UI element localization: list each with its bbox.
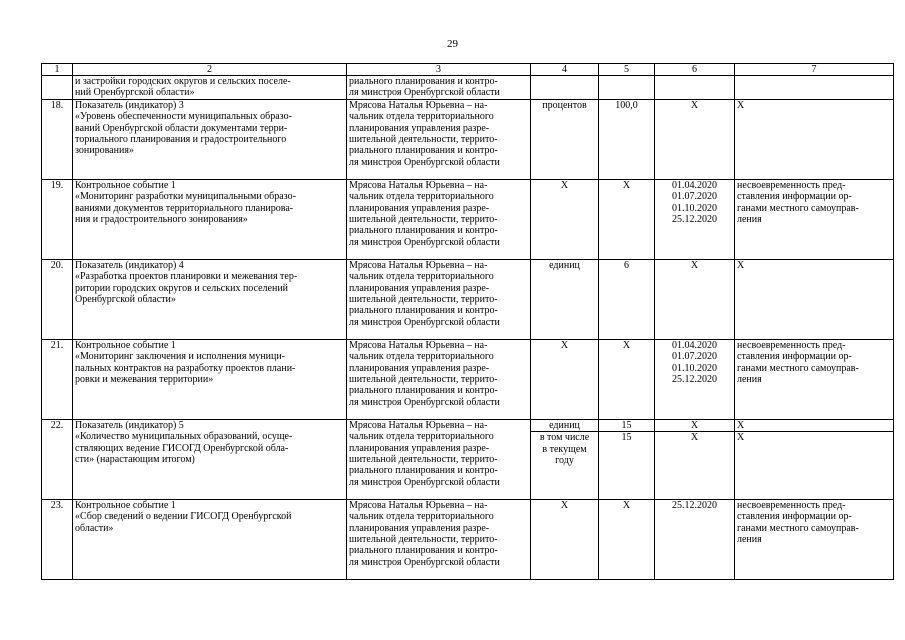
- text-line: несвоевременность пред-: [737, 499, 846, 511]
- text-line: Х: [737, 259, 745, 271]
- value-sub: 15: [599, 431, 654, 443]
- table-row: [42, 179, 894, 259]
- text-line: «Количество муниципальных образований, осуще-: [75, 431, 293, 443]
- text-line: планирования управления разре-: [349, 202, 490, 214]
- responsible-cell: [347, 419, 531, 499]
- row-number: 22.: [42, 419, 73, 499]
- text-line: Показатель (индикатор) 3: [75, 99, 184, 111]
- value-cell: [599, 99, 655, 179]
- responsible-cell: [347, 179, 531, 259]
- risk-cell: [735, 499, 894, 579]
- text-line: риального планирования и контро-: [349, 545, 498, 557]
- responsible-cell: [347, 76, 531, 100]
- date-cell: [655, 419, 735, 499]
- unit-value: Х: [560, 499, 569, 511]
- text-line: ний Оренбургской области»: [75, 87, 195, 99]
- indicator-cell: [73, 179, 347, 259]
- text-line: планирования управления разре-: [349, 522, 490, 534]
- unit-cell: [531, 499, 599, 579]
- text-line: Мрясова Наталья Юрьевна – на-: [349, 259, 488, 271]
- unit-value: процентов: [542, 99, 587, 111]
- header-cell: 2: [73, 64, 347, 76]
- header-cell: 6: [655, 64, 735, 76]
- text-line: 01.07.2020: [672, 351, 717, 363]
- text-line: 01.10.2020: [672, 202, 717, 214]
- unit-cell: [531, 339, 599, 419]
- text-line: ля минстроя Оренбургской области: [349, 476, 500, 488]
- indicator-cell: [73, 99, 347, 179]
- text-line: 25.12.2020: [672, 499, 717, 511]
- unit-cell: [531, 76, 599, 100]
- text-line: Х: [690, 99, 699, 111]
- text-line: чальник отдела территориального: [349, 191, 494, 203]
- date-cell: [655, 76, 735, 100]
- text-line: Контрольное событие 1: [75, 499, 176, 511]
- text-line: Мрясова Наталья Юрьевна – на-: [349, 419, 488, 431]
- risk-cell: [735, 339, 894, 419]
- responsible-cell: [347, 339, 531, 419]
- value-cell: [599, 419, 655, 499]
- header-cell: 5: [599, 64, 655, 76]
- text-line: Х: [737, 99, 745, 111]
- text-line: планирования управления разре-: [349, 362, 490, 374]
- indicator-cell: [73, 419, 347, 499]
- text-line: ления: [737, 534, 762, 546]
- responsible-cell: [347, 499, 531, 579]
- table-row: [42, 339, 894, 419]
- unit-sub: [531, 431, 598, 466]
- text-line: в текущем: [542, 443, 587, 455]
- text-line: 01.04.2020: [672, 339, 717, 351]
- responsible-cell: [347, 259, 531, 339]
- text-line: Оренбургской области»: [75, 294, 176, 306]
- unit-value: единиц: [549, 419, 580, 431]
- value-text: Х: [622, 499, 631, 511]
- header-cell: 3: [347, 64, 531, 76]
- row-number: 18.: [42, 99, 73, 179]
- text-line: и застройки городских округов и сельских поселе-: [75, 76, 291, 87]
- text-line: Х: [690, 419, 699, 431]
- indicator-cell: [73, 259, 347, 339]
- unit-value: единиц: [549, 259, 580, 271]
- text-line: риального планирования и контро-: [349, 145, 498, 157]
- text-line: Х: [737, 419, 745, 431]
- text-line: несвоевременность пред-: [737, 179, 846, 191]
- date-cell: [655, 499, 735, 579]
- risk-cell: [735, 99, 894, 179]
- responsible-cell: [347, 99, 531, 179]
- risk-cell: [735, 179, 894, 259]
- text-line: ления: [737, 214, 762, 226]
- text-line: Мрясова Наталья Юрьевна – на-: [349, 179, 488, 191]
- text-line: Контрольное событие 1: [75, 179, 176, 191]
- text-line: шительной деятельности, террито-: [349, 454, 498, 466]
- value-cell: [599, 339, 655, 419]
- value-text: 100,0: [615, 99, 638, 111]
- table-body: [42, 76, 894, 580]
- unit-value: Х: [560, 179, 569, 191]
- text-line: планирования управления разре-: [349, 282, 490, 294]
- text-line: риального планирования и контро-: [349, 465, 498, 477]
- unit-cell: [531, 99, 599, 179]
- text-line: ставления информации ор-: [737, 351, 852, 363]
- text-line: шительной деятельности, террито-: [349, 294, 498, 306]
- table-row: [42, 99, 894, 179]
- text-line: чальник отдела территориального: [349, 111, 494, 123]
- text-line: риального планирования и контро-: [349, 385, 498, 397]
- text-line: ля минстроя Оренбургской области: [349, 316, 500, 328]
- text-line: Мрясова Наталья Юрьевна – на-: [349, 499, 488, 511]
- date-cell: [655, 259, 735, 339]
- text-line: ставления информации ор-: [737, 511, 852, 523]
- table-row: [42, 259, 894, 339]
- value-cell: [599, 179, 655, 259]
- text-line: ля минстроя Оренбургской области: [349, 87, 500, 99]
- text-line: ваниями документов территориального планирова-: [75, 202, 294, 214]
- date-cell: [655, 339, 735, 419]
- text-line: несвоевременность пред-: [737, 339, 846, 351]
- plan-table: [41, 63, 894, 580]
- text-line: шительной деятельности, террито-: [349, 534, 498, 546]
- header-cell: 7: [735, 64, 894, 76]
- text-line: риального планирования и контро-: [349, 225, 498, 237]
- text-line: 01.04.2020: [672, 179, 717, 191]
- value-cell: [599, 259, 655, 339]
- text-line: «Сбор сведений о ведении ГИСОГД Оренбургской: [75, 511, 292, 523]
- text-line: шительной деятельности, террито-: [349, 134, 498, 146]
- text-line: ля минстроя Оренбургской области: [349, 236, 500, 248]
- table-row: [42, 76, 894, 100]
- text-line: «Мониторинг разработки муниципальными образо-: [75, 191, 296, 203]
- unit-cell: [531, 179, 599, 259]
- text-line: области»: [75, 522, 114, 534]
- row-number: 23.: [42, 499, 73, 579]
- value-cell: [599, 499, 655, 579]
- text-line: «Уровень обеспеченности муниципальных образо-: [75, 111, 292, 123]
- text-line: ствляющих ведение ГИСОГД Оренбургской обла-: [75, 442, 289, 454]
- text-line: 25.12.2020: [672, 214, 717, 226]
- text-line: Мрясова Наталья Юрьевна – на-: [349, 339, 488, 351]
- text-line: планирования управления разре-: [349, 122, 490, 134]
- header-row: [42, 64, 894, 76]
- text-line: ритории городских округов и сельских поселений: [75, 282, 289, 294]
- value-cell: [599, 76, 655, 100]
- value-text: Х: [622, 179, 631, 191]
- value-text: 6: [624, 259, 629, 271]
- text-line: планирования управления разре-: [349, 442, 490, 454]
- header-cell: 4: [531, 64, 599, 76]
- text-line: 25.12.2020: [672, 374, 717, 386]
- unit-value: Х: [560, 339, 569, 351]
- risk-sub: Х: [735, 431, 893, 443]
- indicator-cell: [73, 499, 347, 579]
- value-text: 15: [621, 419, 632, 431]
- text-line: сти» (нарастающим итогом): [75, 454, 195, 466]
- text-line: ровки и межевания территории»: [75, 374, 214, 386]
- text-line: зонирования»: [75, 145, 134, 157]
- text-line: ния и градостроительного зонирования»: [75, 214, 248, 226]
- text-line: году: [555, 455, 574, 467]
- date-cell: [655, 99, 735, 179]
- table-row: [42, 419, 894, 499]
- text-line: ганами местного самоуправ-: [737, 202, 859, 214]
- row-number: 19.: [42, 179, 73, 259]
- text-line: пальных контрактов на разработку проектов плани-: [75, 362, 296, 374]
- text-line: Показатель (индикатор) 5: [75, 419, 184, 431]
- text-line: Показатель (индикатор) 4: [75, 259, 184, 271]
- risk-cell: [735, 419, 894, 499]
- text-line: ля минстроя Оренбургской области: [349, 156, 500, 168]
- unit-cell: [531, 259, 599, 339]
- text-line: чальник отдела территориального: [349, 431, 494, 443]
- text-line: ления: [737, 374, 762, 386]
- risk-cell: [735, 259, 894, 339]
- risk-cell: [735, 76, 894, 100]
- unit-cell: [531, 419, 599, 499]
- text-line: «Мониторинг заключения и исполнения муници-: [75, 351, 285, 363]
- text-line: 01.07.2020: [672, 191, 717, 203]
- text-line: Х: [690, 259, 699, 271]
- text-line: «Разработка проектов планировки и межевания тер-: [75, 271, 298, 283]
- text-line: ставления информации ор-: [737, 191, 852, 203]
- row-number: 20.: [42, 259, 73, 339]
- text-line: 01.10.2020: [672, 362, 717, 374]
- indicator-cell: [73, 76, 347, 100]
- indicator-cell: [73, 339, 347, 419]
- text-line: риального планирования и контро-: [349, 76, 498, 87]
- table-row: [42, 499, 894, 579]
- text-line: ваний Оренбургской области документами терри-: [75, 122, 288, 134]
- row-number: 21.: [42, 339, 73, 419]
- text-line: ля минстроя Оренбургской области: [349, 396, 500, 408]
- date-cell: [655, 179, 735, 259]
- page-number: 29: [447, 38, 458, 50]
- text-line: шительной деятельности, террито-: [349, 374, 498, 386]
- header-cell: 1: [42, 64, 73, 76]
- date-sub: Х: [655, 431, 734, 443]
- text-line: ганами местного самоуправ-: [737, 362, 859, 374]
- text-line: шительной деятельности, террито-: [349, 214, 498, 226]
- text-line: риального планирования и контро-: [349, 305, 498, 317]
- text-line: в том числе: [539, 432, 590, 444]
- text-line: чальник отдела территориального: [349, 271, 494, 283]
- value-text: Х: [622, 339, 631, 351]
- row-number: [42, 76, 73, 100]
- text-line: ля минстроя Оренбургской области: [349, 556, 500, 568]
- text-line: Контрольное событие 1: [75, 339, 176, 351]
- text-line: ториального планирования и градостроительного: [75, 134, 287, 146]
- text-line: ганами местного самоуправ-: [737, 522, 859, 534]
- text-line: Мрясова Наталья Юрьевна – на-: [349, 99, 488, 111]
- text-line: чальник отдела территориального: [349, 511, 494, 523]
- text-line: чальник отдела территориального: [349, 351, 494, 363]
